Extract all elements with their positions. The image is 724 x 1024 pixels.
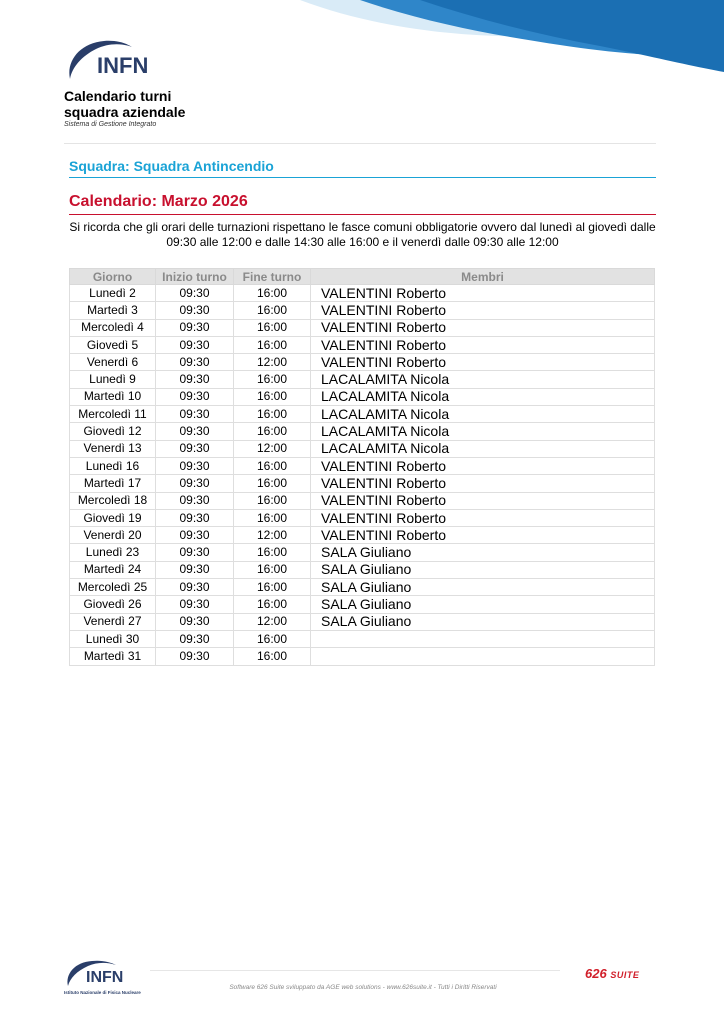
cell-day: Giovedì 12 <box>70 423 156 440</box>
table-row <box>70 561 655 578</box>
infn-logo-text: INFN <box>97 53 149 78</box>
table-row <box>70 302 655 319</box>
cell-start-time: 09:30 <box>156 336 234 353</box>
cell-start-time: 09:30 <box>156 492 234 509</box>
cell-day: Mercoledì 4 <box>70 319 156 336</box>
cell-start-time: 09:30 <box>156 475 234 492</box>
cell-day: Venerdì 20 <box>70 527 156 544</box>
cell-start-time: 09:30 <box>156 302 234 319</box>
cell-members: SALA Giuliano <box>311 596 655 613</box>
cell-day: Giovedì 19 <box>70 509 156 526</box>
table-row <box>70 440 655 457</box>
cell-end-time: 16:00 <box>234 596 311 613</box>
table-row <box>70 406 655 423</box>
cell-end-time: 12:00 <box>234 354 311 371</box>
cell-day: Martedì 3 <box>70 302 156 319</box>
document-subtitle: Sistema di Gestione Integrato <box>64 121 157 128</box>
title-line-1: Calendario turni <box>64 88 172 104</box>
cell-end-time: 16:00 <box>234 319 311 336</box>
cell-day: Martedì 10 <box>70 388 156 405</box>
cell-end-time: 16:00 <box>234 336 311 353</box>
footer-credits: Software 626 Suite sviluppato da AGE web solutions - www.626suite.it - Tutti i Diritti Riservati <box>229 984 497 991</box>
suite-logo-word: SUITE <box>610 970 640 980</box>
cell-start-time: 09:30 <box>156 596 234 613</box>
cell-end-time: 16:00 <box>234 302 311 319</box>
cell-start-time: 09:30 <box>156 613 234 630</box>
column-header-members: Membri <box>311 269 655 285</box>
document-title <box>64 88 304 120</box>
cell-day: Venerdì 27 <box>70 613 156 630</box>
cell-members: LACALAMITA Nicola <box>311 388 655 405</box>
cell-end-time: 16:00 <box>234 388 311 405</box>
table-row <box>70 388 655 405</box>
cell-end-time: 16:00 <box>234 423 311 440</box>
cell-end-time: 16:00 <box>234 579 311 596</box>
cell-start-time: 09:30 <box>156 440 234 457</box>
cell-end-time: 12:00 <box>234 527 311 544</box>
table-row <box>70 371 655 388</box>
cell-members <box>311 648 655 665</box>
cell-members <box>311 630 655 647</box>
table-row <box>70 579 655 596</box>
cell-members: VALENTINI Roberto <box>311 336 655 353</box>
footer-logo-text: INFN <box>86 969 124 986</box>
table-header-row <box>70 269 655 285</box>
cell-members: VALENTINI Roberto <box>311 527 655 544</box>
schedule-note: Si ricorda che gli orari delle turnazioni rispettano le fasce comuni obbligatorie ovvero dal lunedì al giovedì dalle 09:30 alle 12:00 e dalle 14:30 alle 16:00 e il venerdì dalle 09:30 alle 12:00 <box>69 220 656 249</box>
table-row <box>70 457 655 474</box>
cell-day: Martedì 31 <box>70 648 156 665</box>
cell-day: Mercoledì 25 <box>70 579 156 596</box>
cell-members: SALA Giuliano <box>311 613 655 630</box>
team-heading: Squadra: Squadra Antincendio <box>69 158 656 178</box>
table-row <box>70 492 655 509</box>
cell-members: VALENTINI Roberto <box>311 302 655 319</box>
column-header-start: Inizio turno <box>156 269 234 285</box>
cell-start-time: 09:30 <box>156 509 234 526</box>
cell-day: Martedì 17 <box>70 475 156 492</box>
cell-members: VALENTINI Roberto <box>311 354 655 371</box>
cell-start-time: 09:30 <box>156 371 234 388</box>
cell-members: VALENTINI Roberto <box>311 457 655 474</box>
table-row <box>70 285 655 302</box>
cell-end-time: 16:00 <box>234 561 311 578</box>
cell-day: Lunedì 16 <box>70 457 156 474</box>
cell-start-time: 09:30 <box>156 285 234 302</box>
cell-end-time: 16:00 <box>234 492 311 509</box>
suite-logo <box>585 966 651 982</box>
column-header-day: Giorno <box>70 269 156 285</box>
cell-day: Lunedì 30 <box>70 630 156 647</box>
cell-day: Venerdì 13 <box>70 440 156 457</box>
cell-members: LACALAMITA Nicola <box>311 371 655 388</box>
cell-day: Mercoledì 18 <box>70 492 156 509</box>
cell-end-time: 16:00 <box>234 630 311 647</box>
column-header-end: Fine turno <box>234 269 311 285</box>
cell-end-time: 16:00 <box>234 406 311 423</box>
footer-divider <box>150 970 560 971</box>
cell-end-time: 16:00 <box>234 371 311 388</box>
table-row <box>70 319 655 336</box>
title-line-2: squadra aziendale <box>64 104 186 120</box>
table-row <box>70 336 655 353</box>
cell-day: Lunedì 9 <box>70 371 156 388</box>
cell-members: VALENTINI Roberto <box>311 509 655 526</box>
table-row <box>70 527 655 544</box>
cell-day: Giovedì 26 <box>70 596 156 613</box>
cell-members: VALENTINI Roberto <box>311 285 655 302</box>
suite-logo-number: 626 <box>585 966 607 981</box>
table-row <box>70 613 655 630</box>
cell-start-time: 09:30 <box>156 527 234 544</box>
cell-start-time: 09:30 <box>156 561 234 578</box>
calendar-heading: Calendario: Marzo 2026 <box>69 193 656 215</box>
cell-end-time: 12:00 <box>234 613 311 630</box>
cell-start-time: 09:30 <box>156 544 234 561</box>
header-divider <box>64 143 656 144</box>
cell-end-time: 12:00 <box>234 440 311 457</box>
table-row <box>70 596 655 613</box>
cell-start-time: 09:30 <box>156 319 234 336</box>
infn-logo <box>64 37 149 87</box>
cell-start-time: 09:30 <box>156 406 234 423</box>
cell-day: Lunedì 2 <box>70 285 156 302</box>
cell-start-time: 09:30 <box>156 354 234 371</box>
cell-end-time: 16:00 <box>234 544 311 561</box>
table-row <box>70 475 655 492</box>
cell-day: Giovedì 5 <box>70 336 156 353</box>
table-row <box>70 509 655 526</box>
cell-start-time: 09:30 <box>156 423 234 440</box>
cell-members: SALA Giuliano <box>311 561 655 578</box>
table-body <box>70 285 655 666</box>
table-row <box>70 544 655 561</box>
cell-end-time: 16:00 <box>234 509 311 526</box>
cell-day: Venerdì 6 <box>70 354 156 371</box>
cell-start-time: 09:30 <box>156 648 234 665</box>
cell-members: VALENTINI Roberto <box>311 319 655 336</box>
cell-end-time: 16:00 <box>234 285 311 302</box>
footer-logo-caption: Istituto Nazionale di Fisica Nucleare <box>64 990 141 995</box>
cell-end-time: 16:00 <box>234 457 311 474</box>
cell-start-time: 09:30 <box>156 388 234 405</box>
cell-start-time: 09:30 <box>156 579 234 596</box>
table-row <box>70 354 655 371</box>
table-row <box>70 648 655 665</box>
cell-members: SALA Giuliano <box>311 579 655 596</box>
cell-day: Martedì 24 <box>70 561 156 578</box>
shifts-table <box>69 268 655 666</box>
cell-end-time: 16:00 <box>234 648 311 665</box>
cell-end-time: 16:00 <box>234 475 311 492</box>
cell-start-time: 09:30 <box>156 457 234 474</box>
table-row <box>70 630 655 647</box>
footer-infn-logo <box>64 958 134 990</box>
cell-members: VALENTINI Roberto <box>311 492 655 509</box>
cell-members: LACALAMITA Nicola <box>311 440 655 457</box>
cell-day: Lunedì 23 <box>70 544 156 561</box>
cell-members: LACALAMITA Nicola <box>311 406 655 423</box>
cell-members: SALA Giuliano <box>311 544 655 561</box>
cell-day: Mercoledì 11 <box>70 406 156 423</box>
cell-start-time: 09:30 <box>156 630 234 647</box>
table-row <box>70 423 655 440</box>
cell-members: VALENTINI Roberto <box>311 475 655 492</box>
cell-members: LACALAMITA Nicola <box>311 423 655 440</box>
